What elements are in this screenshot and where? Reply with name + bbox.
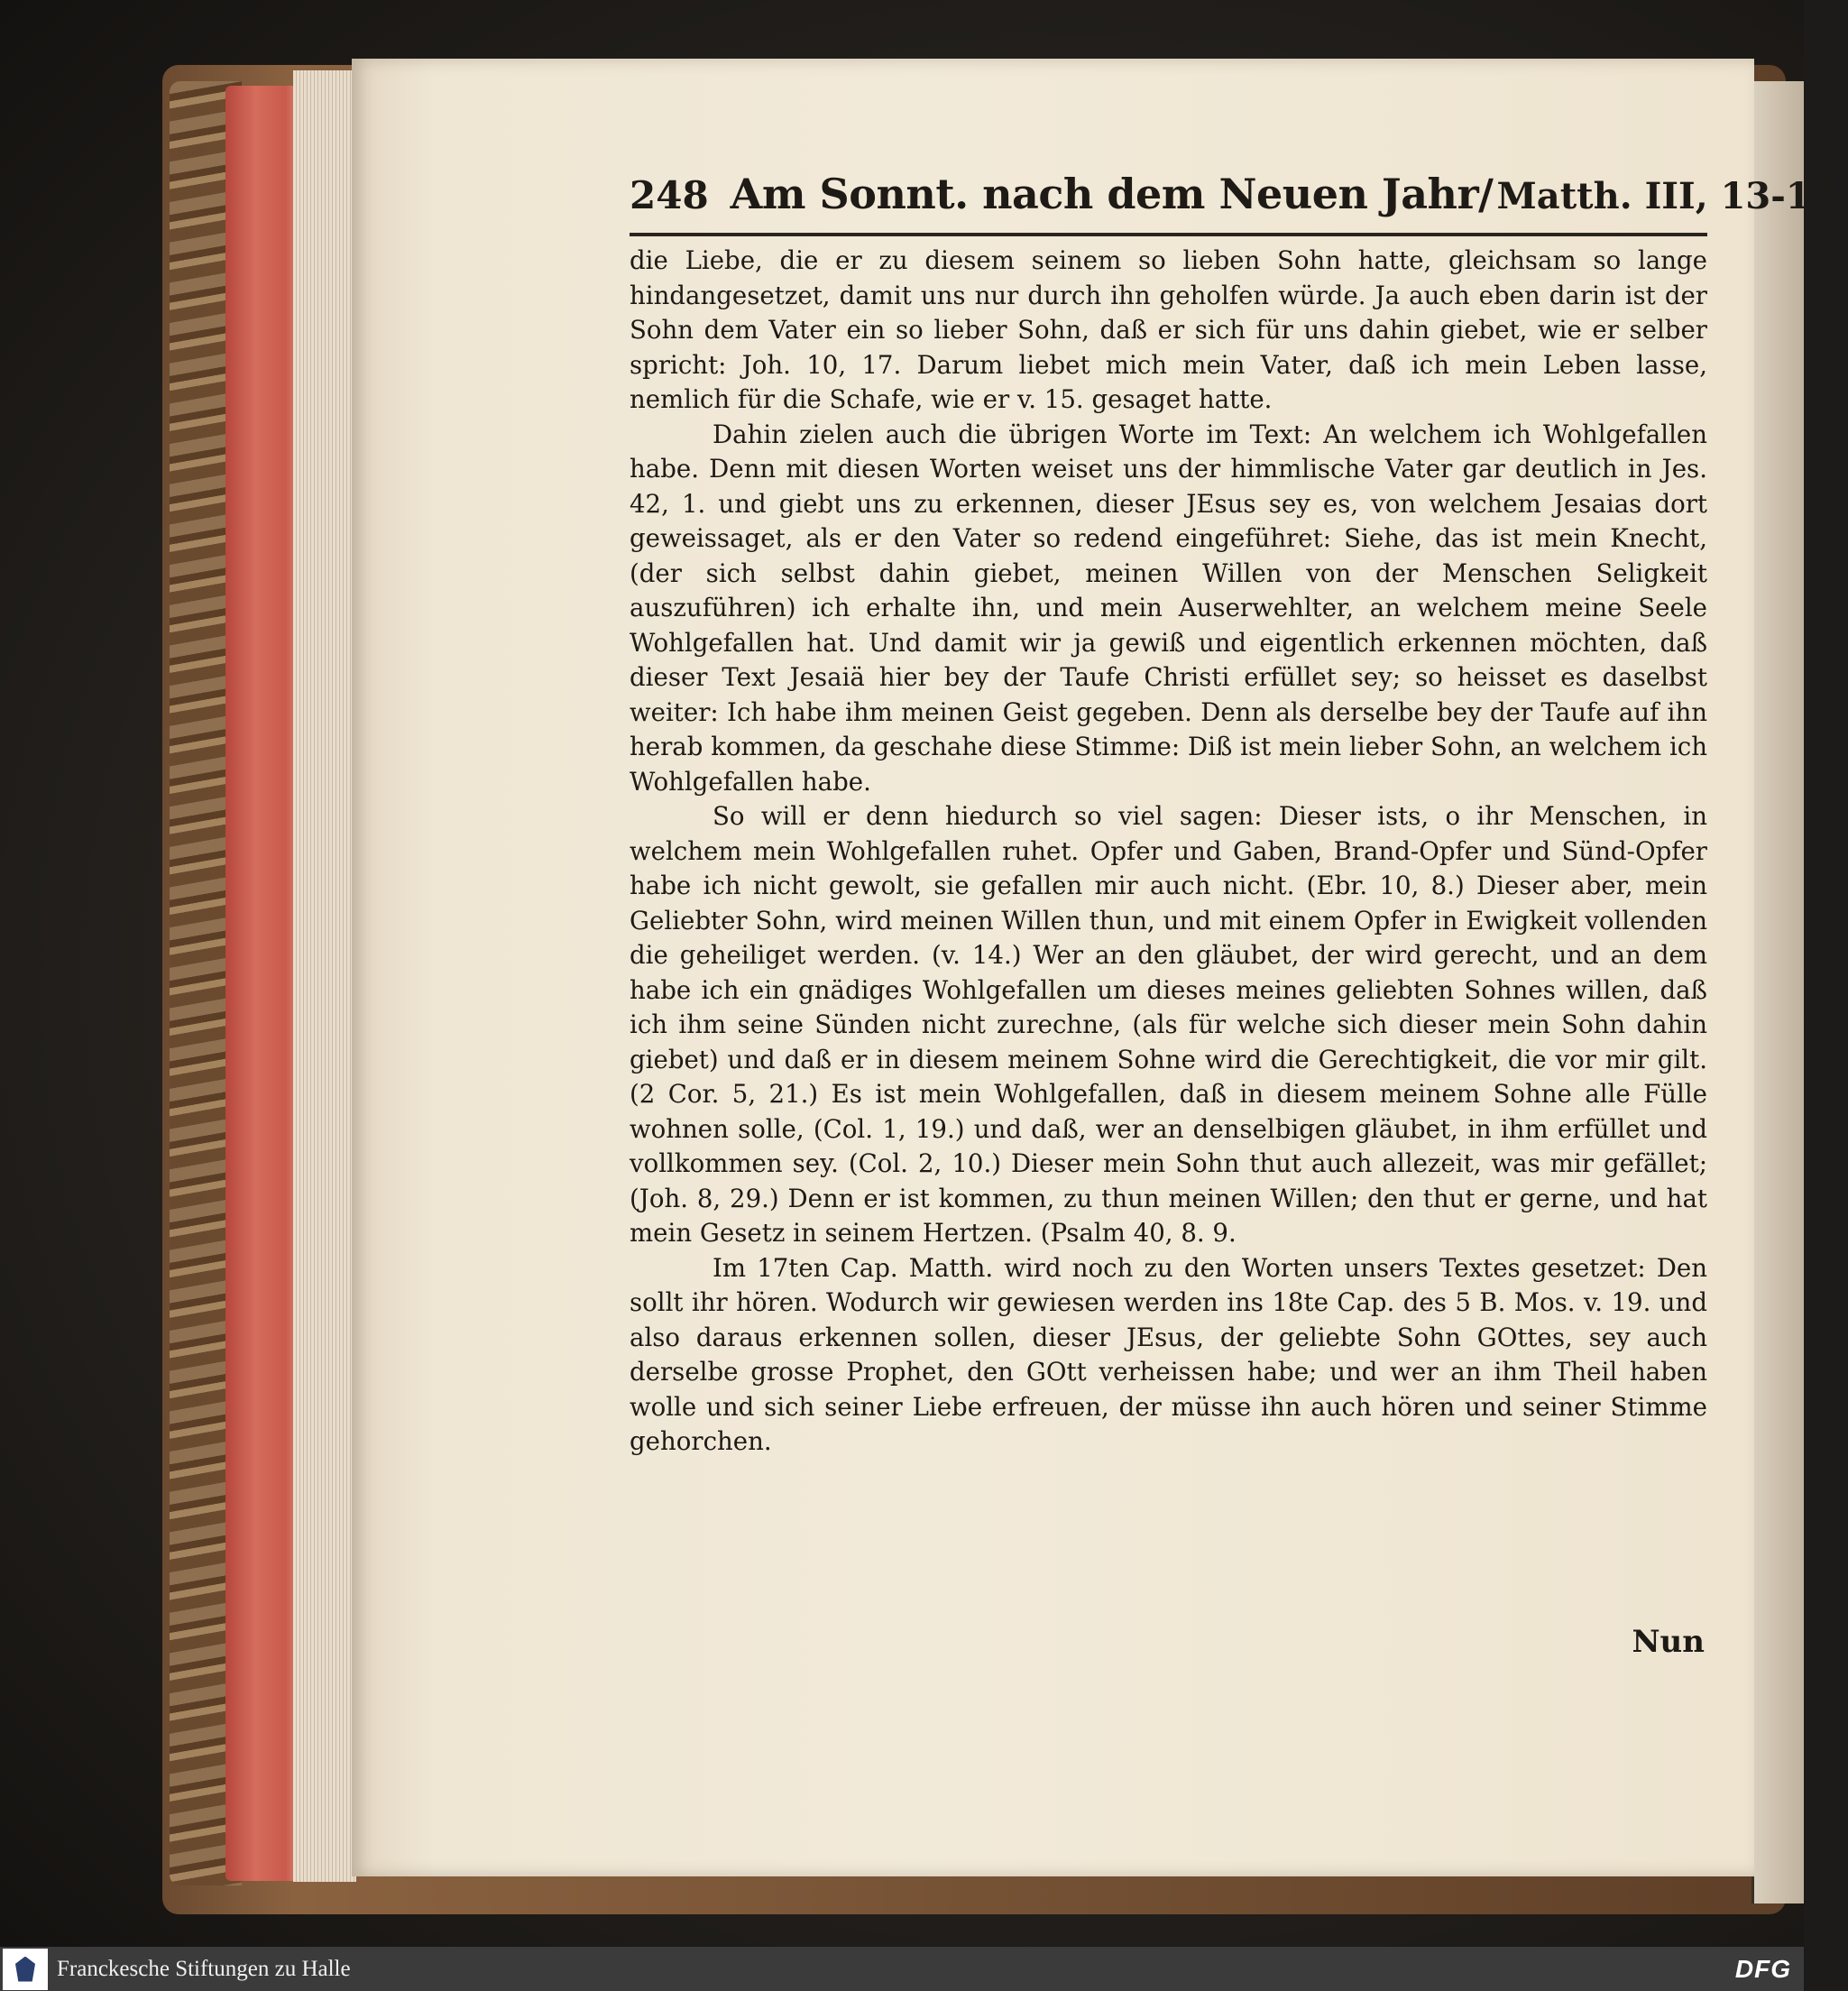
footer-bar bbox=[0, 1947, 1804, 1991]
running-title: Am Sonnt. nach dem Neuen Jahr/ bbox=[730, 170, 1494, 218]
paragraph-2: Dahin zielen auch die übrigen Worte im Text: An welchem ich Wohlgefallen habe. Denn mit diesen Worten weiset uns der himmlische Vater gar deutlich in Jes. 42, 1. und giebt uns zu erkennen, dieser JEsus sey es, von welchem Jesaias dort geweissaget, als er den Vater so redend eingeführet: Siehe, das ist mein Knecht, (der sich selbst dahin giebet, meinen Willen von der Menschen Seligkeit auszuführen) ich erhalte ihn, und mein Auserwehlter, an welchem meine Seele Wohlgefallen hat. Und damit wir ja gewiß und eigentlich erkennen möchten, daß dieser Text Jesaiä hier bey der Taufe Christi erfüllet sey; so heisset es daselbst weiter: Ich habe ihm meinen Geist gegeben. Denn als derselbe bey der Taufe auf ihn herab kommen, da geschahe diese Stimme: Diß ist mein lieber Sohn, an welchem ich Wohlgefallen habe. bbox=[630, 419, 1707, 797]
institution-logo[interactable] bbox=[3, 1949, 48, 1990]
orphanage-icon bbox=[15, 1957, 35, 1982]
verse-reference: Matth. III, 13-17. bbox=[1496, 175, 1848, 217]
page-number: 248 bbox=[630, 173, 709, 217]
paragraph-3: So will er denn hiedurch so viel sagen: Dieser ists, o ihr Menschen, in welchem mein Wohlgefallen ruhet. Opfer und Gaben, Brand-Opfer und Sünd-Opfer habe ich nicht gewolt, sie gefallen mir auch nicht. (Ebr. 10, 8.) Dieser aber, mein Geliebter Sohn, wird meinen Willen thun, und mit einem Opfer in Ewigkeit vollenden die geheiliget werden. (v. 14.) Wer an den gläubet, der wird gerecht, und an dem habe ich ein gnädiges Wohlgefallen um dieses meines geliebten Sohnes willen, daß ich ihm seine Sünden nicht zurechne, (als für welche sich dieser mein Sohn dahin giebet) und daß er in diesem meinem Sohne wird die Gerechtigkeit, die vor mir gilt. (2 Cor. 5, 21.) Es ist mein Wohlgefallen, daß in diesem meinem Sohne alle Fülle wohnen solle, (Col. 1, 19.) und daß, wer an denselbigen gläubet, in ihm erfüllet und vollkommen sey. (Col. 2, 10.) Dieser mein Sohn thut auch allezeit, was mir gefället; (Joh. 8, 29.) Denn er ist kommen, zu thun meinen Willen; den thut er gerne, und hat mein Gesetz in seinem Hertzen. (Psalm 40, 8. 9. bbox=[630, 801, 1707, 1248]
dfg-logo[interactable]: DFG bbox=[1734, 1955, 1791, 1983]
facing-page-edge bbox=[1754, 81, 1804, 1903]
catchword: Nun bbox=[1632, 1624, 1705, 1660]
page-header bbox=[630, 170, 1848, 218]
page-stack-edge bbox=[293, 70, 356, 1882]
header-rule bbox=[630, 233, 1707, 236]
paragraph-1: die Liebe, die er zu diesem seinem so lieben Sohn hatte, gleichsam so lange hindangesetzet, damit uns nur durch ihn geholfen würde. Ja auch eben darin ist der Sohn dem Vater ein so lieber Sohn, daß er sich für uns dahin giebet, wie er selber spricht: Joh. 10, 17. Darum liebet mich mein Vater, daß ich mein Leben lasse, nemlich für die Schafe, wie er v. 15. gesaget hatte. bbox=[630, 245, 1707, 414]
body-text bbox=[630, 244, 1707, 1460]
institution-name[interactable]: Franckesche Stiftungen zu Halle bbox=[57, 1956, 351, 1981]
paragraph-4: Im 17ten Cap. Matth. wird noch zu den Worten unsers Textes gesetzet: Den sollt ihr hören. Wodurch wir gewiesen werden ins 18te Cap. des 5 B. Mos. v. 19. und also daraus erkennen sollen, dieser JEsus, der geliebte Sohn GOttes, sey auch derselbe grosse Prophet, den GOtt verheissen habe; und wer an ihm Theil haben wolle und sich seiner Liebe erfreuen, der müsse ihn auch hören und seiner Stimme gehorchen. bbox=[630, 1252, 1707, 1456]
